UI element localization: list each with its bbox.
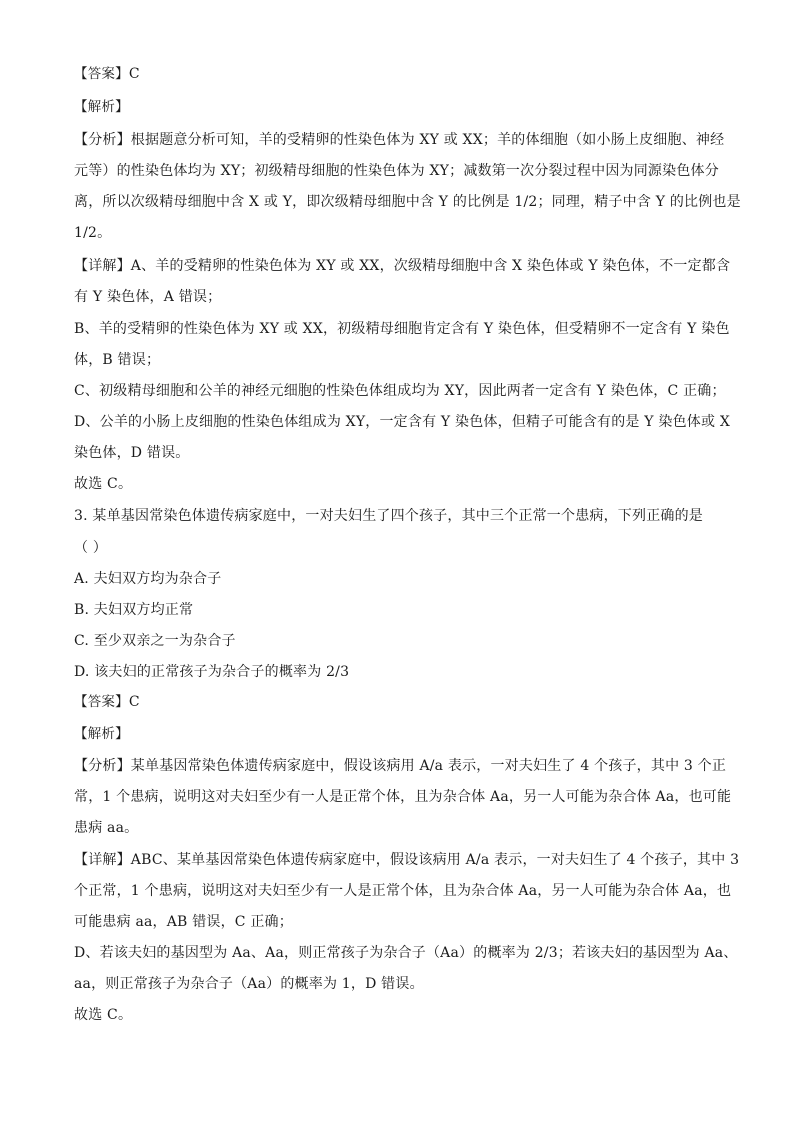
q2-xiangjie-line: 有 Y 染色体，A 错误； <box>74 289 222 305</box>
q2-analysis-heading: 【解析】 <box>74 99 129 115</box>
q2-fenxi-line: 元等）的性染色体均为 XY；初级精母细胞的性染色体为 XY；减数第一次分裂过程中因为同源染色体分 <box>74 163 719 179</box>
q3-option-b: B. 夫妇双方均正常 <box>74 602 194 618</box>
q3-analysis-heading: 【解析】 <box>74 726 129 742</box>
answer-value: C <box>128 694 140 710</box>
q2-xiangjie-line: B、羊的受精卵的性染色体为 XY 或 XX，初级精母细胞肯定含有 Y 染色体，但受精卵不一定含有 Y 染色 <box>74 321 730 337</box>
q3-xiangjie-line: D、若该夫妇的基因型为 Aa、Aa，则正常孩子为杂合子（Aa）的概率为 2/3；若该夫妇的基因型为 Aa、 <box>74 945 738 961</box>
q3-option-c: C. 至少双亲之一为杂合子 <box>74 633 236 649</box>
q3-option-a: A. 夫妇双方均为杂合子 <box>74 571 222 587</box>
q2-fenxi-line: 【分析】根据题意分析可知，羊的受精卵的性染色体为 XY 或 XX；羊的体细胞（如小肠上皮细胞、神经 <box>74 132 725 148</box>
q3-stem-line: （ ） <box>74 540 108 556</box>
q3-fenxi-line: 【分析】某单基因常染色体遗传病家庭中，假设该病用 A/a 表示，一对夫妇生了 4 个孩子，其中 3 个正 <box>74 758 727 774</box>
answer-tag: 【答案】 <box>74 694 129 710</box>
q2-xiangjie-line: C、初级精母细胞和公羊的神经元细胞的性染色体组成均为 XY，因此两者一定含有 Y 染色体，C 正确； <box>74 383 726 399</box>
q2-fenxi-line: 离，所以次级精母细胞中含 X 或 Y，即次级精母细胞中含 Y 的比例是 1/2；同理，精子中含 Y 的比例也是 <box>74 194 741 210</box>
q2-xiangjie-line: 体，B 错误； <box>74 352 161 368</box>
answer-value: C <box>128 66 140 82</box>
q3-answer-line <box>74 692 734 712</box>
q3-option-d: D. 该夫妇的正常孩子为杂合子的概率为 2/3 <box>74 664 350 680</box>
q3-conclusion: 故选 C。 <box>74 1007 133 1023</box>
answer-tag: 【答案】 <box>74 66 129 82</box>
q2-xiangjie-line: D、公羊的小肠上皮细胞的性染色体组成为 XY，一定含有 Y 染色体，但精子可能含有的是 Y 染色体或 X <box>74 414 730 430</box>
q2-xiangjie-line: 【详解】A、羊的受精卵的性染色体为 XY 或 XX，次级精母细胞中含 X 染色体或 Y 染色体，不一定都含 <box>74 258 731 274</box>
q3-xiangjie-line: 个正常，1 个患病，说明这对夫妇至少有一人是正常个体，且为杂合体 Aa，另一人可能为杂合体 Aa，也 <box>74 883 732 899</box>
q2-answer-line <box>74 64 734 84</box>
q2-xiangjie-line: 染色体，D 错误。 <box>74 445 190 461</box>
q3-xiangjie-line: 可能患病 aa，AB 错误，C 正确； <box>74 914 293 930</box>
q3-xiangjie-line: 【详解】ABC、某单基因常染色体遗传病家庭中，假设该病用 A/a 表示，一对夫妇生了 4 个孩子，其中 3 <box>74 852 740 868</box>
q3-fenxi-line: 常，1 个患病，说明这对夫妇至少有一人是正常个体，且为杂合体 Aa，另一人可能为杂合体 Aa，也可能 <box>74 789 732 805</box>
q3-xiangjie-line: aa，则正常孩子为杂合子（Aa）的概率为 1，D 错误。 <box>74 976 424 992</box>
q3-fenxi-line: 患病 aa。 <box>74 820 139 836</box>
q3-stem-line: 3. 某单基因常染色体遗传病家庭中，一对夫妇生了四个孩子，其中三个正常一个患病，下列正确的是 <box>74 508 704 524</box>
q2-fenxi-line: 1/2。 <box>74 225 112 241</box>
q2-conclusion: 故选 C。 <box>74 476 133 492</box>
